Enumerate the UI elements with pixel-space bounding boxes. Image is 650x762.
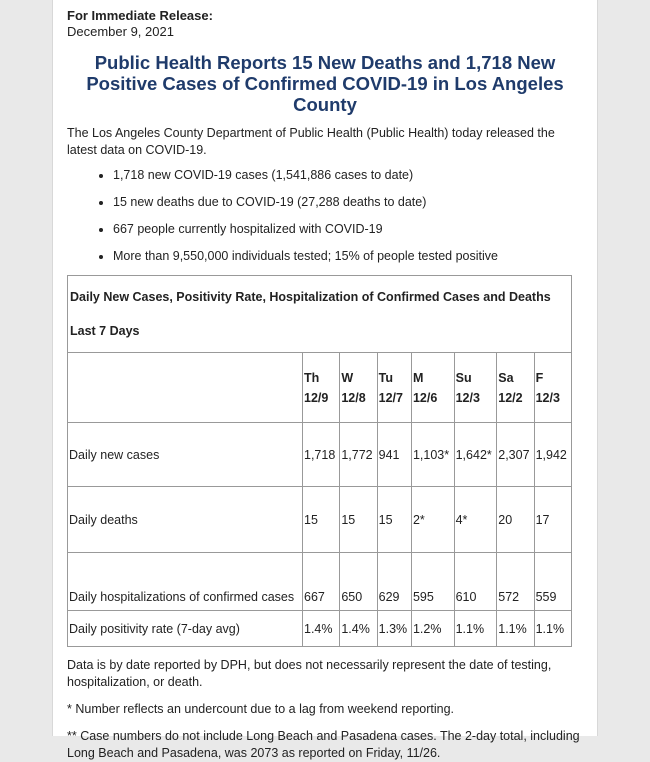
table-cell: 1.4% bbox=[340, 611, 377, 647]
press-release-page bbox=[52, 0, 598, 760]
table-header-cell: Tu 12/7 bbox=[377, 353, 411, 423]
table-cell: 629 bbox=[377, 553, 411, 611]
table-cell: 1.4% bbox=[303, 611, 340, 647]
table-cell: 2* bbox=[411, 487, 454, 553]
table-header-row bbox=[68, 353, 572, 423]
row-label: Daily new cases bbox=[68, 423, 303, 487]
table-cell: 1.1% bbox=[497, 611, 534, 647]
table-row bbox=[68, 611, 572, 647]
table-cell: 15 bbox=[303, 487, 340, 553]
table-cell: 1,642* bbox=[454, 423, 497, 487]
release-date: December 9, 2021 bbox=[67, 24, 174, 39]
release-label: For Immediate Release: bbox=[67, 8, 213, 23]
table-row bbox=[68, 423, 572, 487]
list-item: • 1,718 new COVID-19 cases (1,541,886 cases to date) bbox=[113, 167, 583, 184]
table-cell: 1,772 bbox=[340, 423, 377, 487]
row-label: Daily positivity rate (7-day avg) bbox=[68, 611, 303, 647]
table-cell: 15 bbox=[377, 487, 411, 553]
table-cell: 595 bbox=[411, 553, 454, 611]
table-cell: 4* bbox=[454, 487, 497, 553]
daily-data-table bbox=[67, 275, 572, 647]
table-cell: 17 bbox=[534, 487, 571, 553]
table-cell: 2,307 bbox=[497, 423, 534, 487]
table-cell: 1,718 bbox=[303, 423, 340, 487]
table-header-cell: W 12/8 bbox=[340, 353, 377, 423]
table-cell: 1.1% bbox=[454, 611, 497, 647]
table-cell: 667 bbox=[303, 553, 340, 611]
table-header-cell: M 12/6 bbox=[411, 353, 454, 423]
table-cell: 1.3% bbox=[377, 611, 411, 647]
table-cell: 1.1% bbox=[534, 611, 571, 647]
table-cell: 572 bbox=[497, 553, 534, 611]
list-item: • 15 new deaths due to COVID-19 (27,288 deaths to date) bbox=[113, 194, 583, 211]
list-item: • 667 people currently hospitalized with COVID-19 bbox=[113, 221, 583, 238]
page-title: Public Health Reports 15 New Deaths and 1,718 New Positive Cases of Confirmed COVID-19 in Los Angeles County bbox=[86, 52, 564, 115]
table-cell: 941 bbox=[377, 423, 411, 487]
table-cell: 15 bbox=[340, 487, 377, 553]
table-header-empty bbox=[68, 353, 303, 423]
footnote-undercount: * Number reflects an undercount due to a lag from weekend reporting. bbox=[67, 702, 455, 716]
intro-paragraph: The Los Angeles County Department of Public Health (Public Health) today released the latest data on COVID-19. bbox=[67, 126, 555, 157]
table-header-cell: Su 12/3 bbox=[454, 353, 497, 423]
table-cell: 1,942 bbox=[534, 423, 571, 487]
table-title: Daily New Cases, Positivity Rate, Hospitalization of Confirmed Cases and Deaths Last 7 Days bbox=[68, 276, 572, 353]
list-item: • More than 9,550,000 individuals tested; 15% of people tested positive bbox=[113, 248, 583, 265]
table-cell: 20 bbox=[497, 487, 534, 553]
footnote-long-beach: ** Case numbers do not include Long Beach and Pasadena cases. The 2-day total, including Long Beach and Pasadena, was 2073 as reported on Friday, 11/26. bbox=[67, 729, 580, 760]
table-row bbox=[68, 553, 572, 611]
footnote-data-source: Data is by date reported by DPH, but does not necessarily represent the date of testing, hospitalization, or death. bbox=[67, 658, 552, 689]
table-cell: 1,103* bbox=[411, 423, 454, 487]
summary-list bbox=[67, 167, 583, 265]
table-cell: 650 bbox=[340, 553, 377, 611]
table-header-cell: Th 12/9 bbox=[303, 353, 340, 423]
table-cell: 559 bbox=[534, 553, 571, 611]
row-label: Daily deaths bbox=[68, 487, 303, 553]
table-row bbox=[68, 487, 572, 553]
row-label: Daily hospitalizations of confirmed cases bbox=[68, 553, 303, 611]
table-header-cell: Sa 12/2 bbox=[497, 353, 534, 423]
table-header-cell: F 12/3 bbox=[534, 353, 571, 423]
table-cell: 610 bbox=[454, 553, 497, 611]
table-cell: 1.2% bbox=[411, 611, 454, 647]
